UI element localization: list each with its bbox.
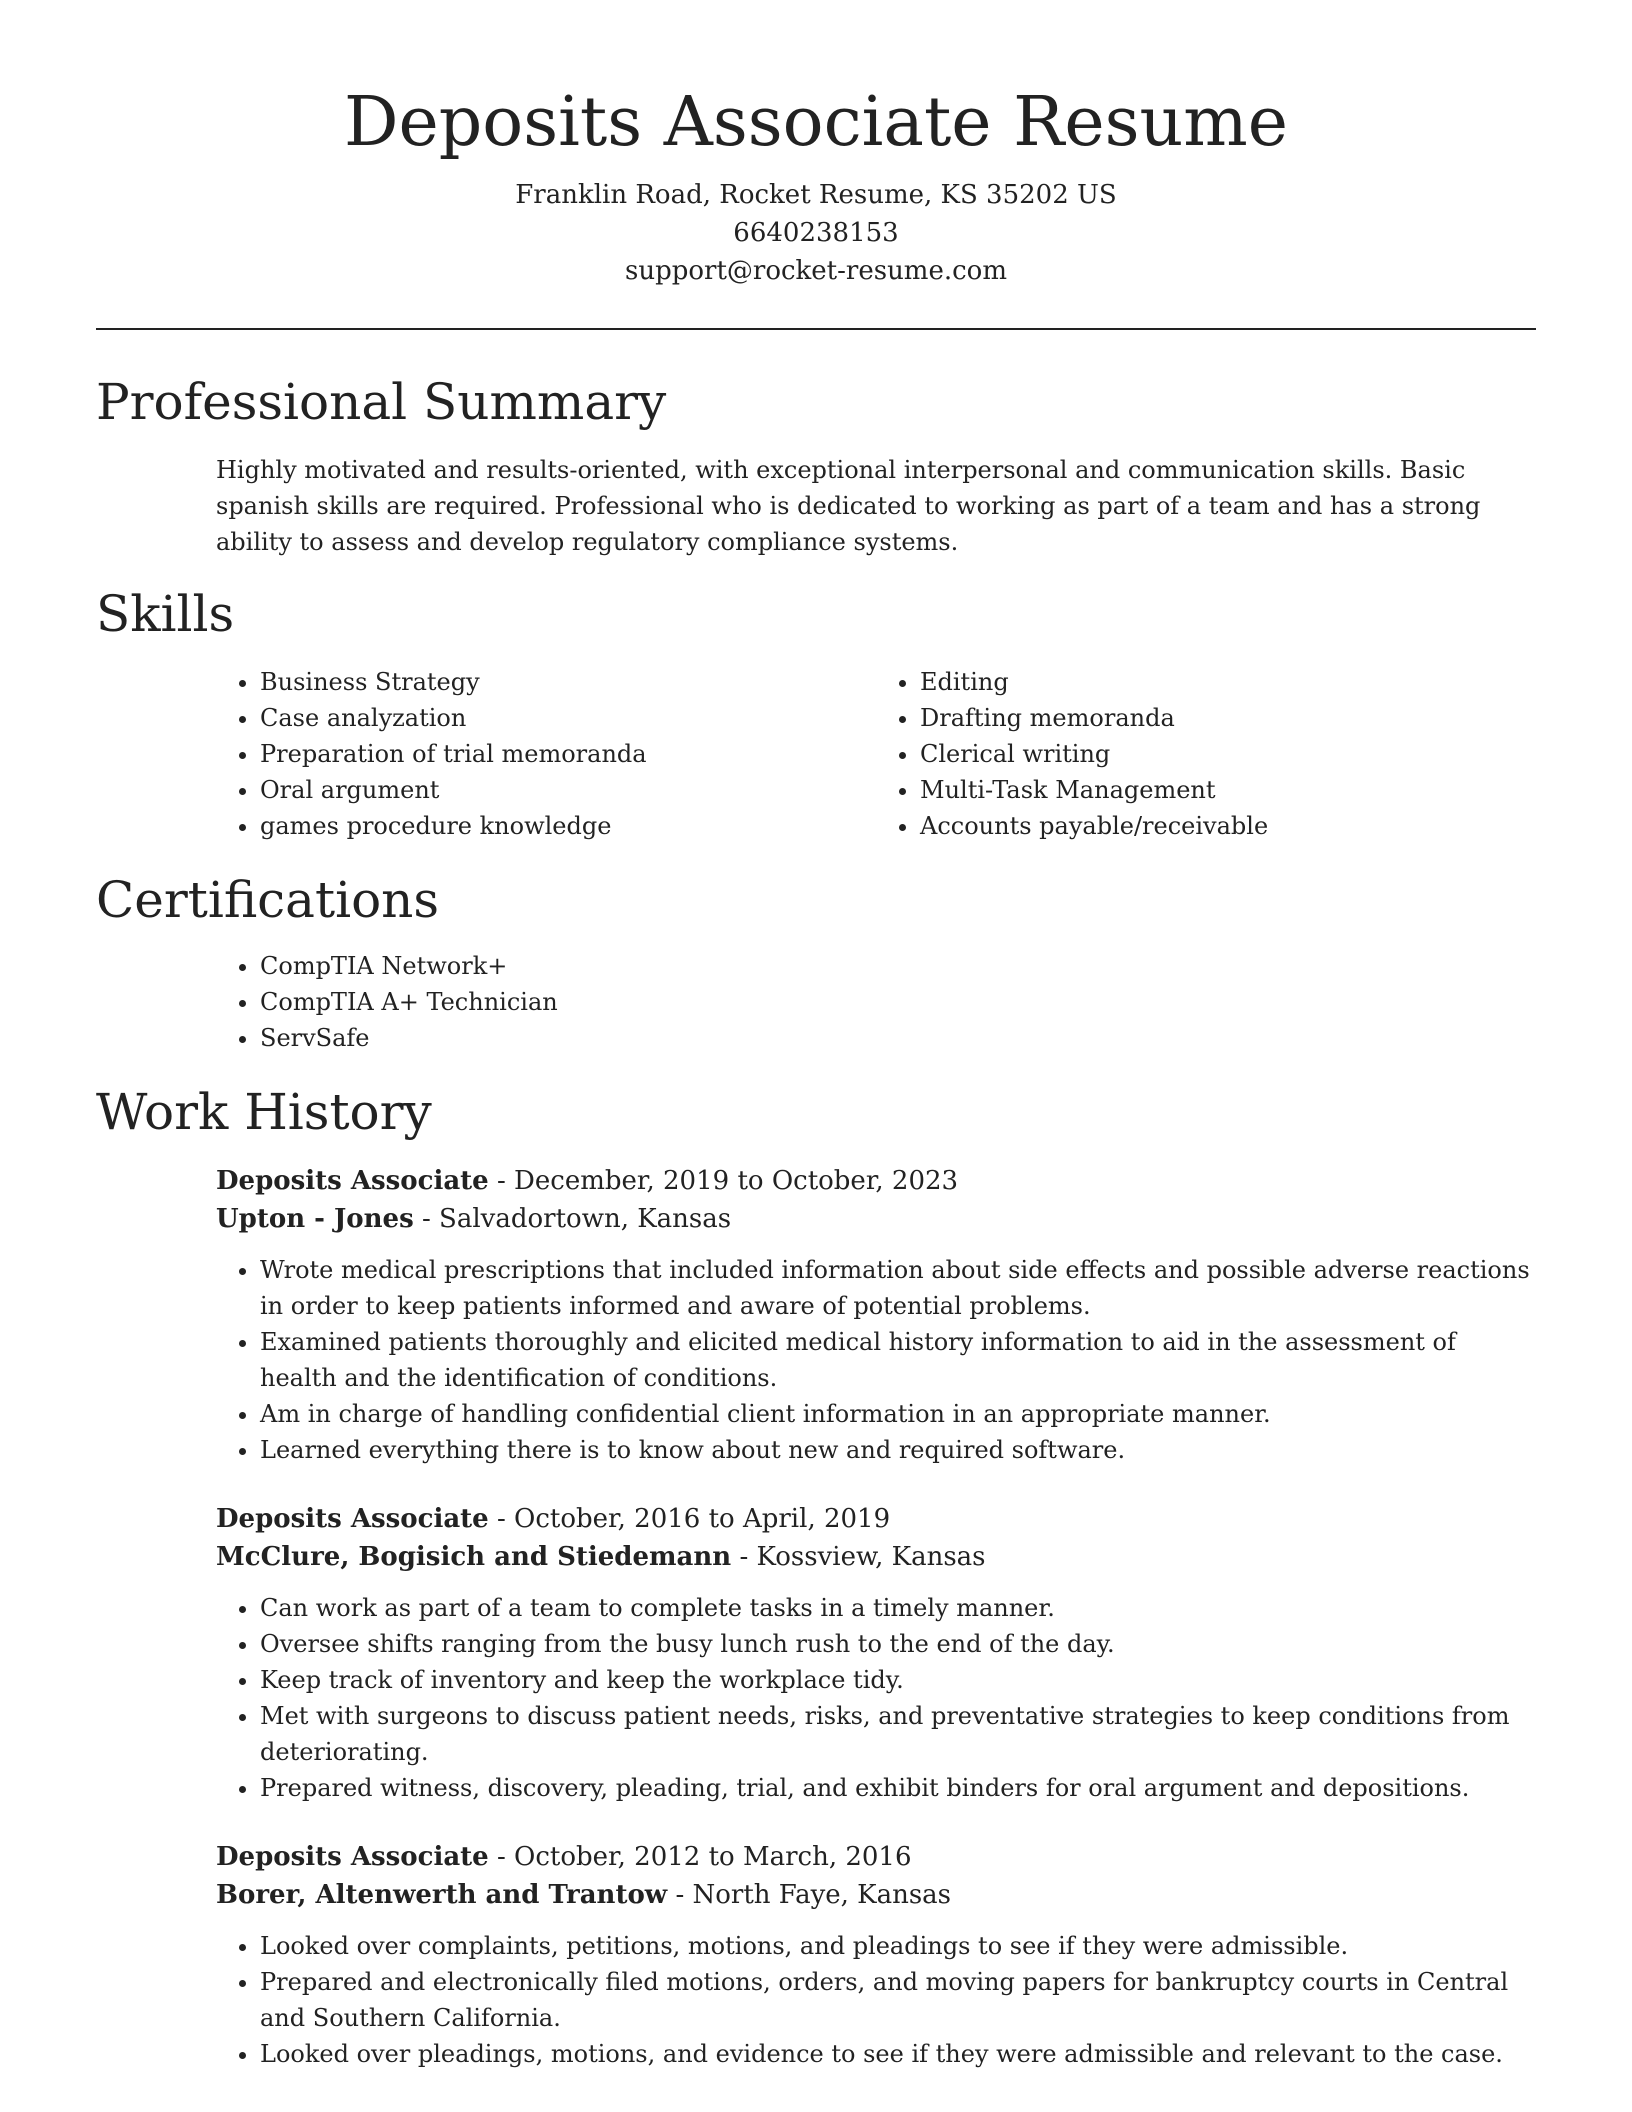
job-role: Deposits Associate [216, 1504, 489, 1535]
skill-item: • Preparation of trial memoranda [260, 736, 876, 772]
job-duties [216, 1252, 1536, 1468]
job-duty: • Examined patients thoroughly and elicited medical history information to aid in the assessment of health and the identification of conditions. [260, 1324, 1536, 1396]
contact-email[interactable]: support@rocket-resume.com [624, 256, 1007, 287]
job-company: Borer, Altenwerth and Trantow [216, 1880, 668, 1911]
job-company-line [216, 1876, 1536, 1914]
job-company: Upton - Jones [216, 1204, 414, 1235]
summary-heading: Professional Summary [96, 373, 667, 432]
certification-item: • CompTIA Network+ [260, 948, 1536, 984]
job-duties [216, 1928, 1536, 2072]
certifications-section [96, 870, 1536, 1056]
skills-list-right [876, 664, 1536, 844]
job-entry [216, 1500, 1536, 1806]
skill-item: • Case analyzation [260, 700, 876, 736]
job-role: Deposits Associate [216, 1842, 489, 1873]
certification-item: • CompTIA A+ Technician [260, 984, 1536, 1020]
contact-info [96, 176, 1536, 290]
header-divider [96, 328, 1536, 330]
skills-section [96, 584, 1536, 844]
job-duty: • Am in charge of handling confidential client information in an appropriate manner. [260, 1396, 1536, 1432]
job-entry [216, 1162, 1536, 1468]
job-company-line [216, 1200, 1536, 1238]
skill-item: • Drafting memoranda [920, 700, 1536, 736]
job-duty: • Learned everything there is to know about new and required software. [260, 1432, 1536, 1468]
summary-text: Highly motivated and results-oriented, with exceptional interpersonal and communication skills. Basic spanish skills are required. Professional who is dedicated to working as part of a team and has a strong ability to assess and develop regulatory compliance systems. [216, 456, 1481, 557]
skills-columns [216, 664, 1536, 844]
job-duties [216, 1590, 1536, 1806]
job-location: - Kossview, Kansas [731, 1542, 986, 1573]
job-duty: • Prepared witness, discovery, pleading, trial, and exhibit binders for oral argument and depositions. [260, 1770, 1536, 1806]
job-dates: - October, 2016 to April, 2019 [488, 1504, 891, 1535]
resume-page [96, 0, 1536, 2072]
skill-item: • Oral argument [260, 772, 876, 808]
job-location: - Salvadortown, Kansas [413, 1204, 732, 1235]
skill-item: • games procedure knowledge [260, 808, 876, 844]
skill-item: • Business Strategy [260, 664, 876, 700]
job-dates: - October, 2012 to March, 2016 [488, 1842, 912, 1873]
job-duty: • Oversee shifts ranging from the busy lunch rush to the end of the day. [260, 1626, 1536, 1662]
certifications-list [216, 948, 1536, 1056]
job-duty: • Met with surgeons to discuss patient needs, risks, and preventative strategies to keep conditions from deteriorating. [260, 1698, 1536, 1770]
skills-heading: Skills [96, 585, 235, 644]
skill-item: • Editing [920, 664, 1536, 700]
job-company-line [216, 1538, 1536, 1576]
skill-item: • Accounts payable/receivable [920, 808, 1536, 844]
resume-title: Deposits Associate Resume [344, 83, 1288, 162]
work-history-heading: Work History [96, 1083, 432, 1142]
work-history-section [96, 1082, 1536, 2072]
skills-list-left [216, 664, 876, 844]
job-location: - North Faye, Kansas [667, 1880, 952, 1911]
job-company: McClure, Bogisich and Stiedemann [216, 1542, 732, 1573]
certifications-heading: Certifications [96, 871, 440, 930]
job-duty: • Wrote medical prescriptions that included information about side effects and possible adverse reactions in order to keep patients informed and aware of potential problems. [260, 1252, 1536, 1324]
job-duty: • Prepared and electronically filed motions, orders, and moving papers for bankruptcy courts in Central and Southern California. [260, 1964, 1536, 2036]
contact-phone: 6640238153 [733, 218, 899, 249]
job-duty: • Looked over complaints, petitions, motions, and pleadings to see if they were admissible. [260, 1928, 1536, 1964]
job-title-line [216, 1838, 1536, 1876]
job-title-line [216, 1162, 1536, 1200]
job-duty: • Looked over pleadings, motions, and evidence to see if they were admissible and relevant to the case. [260, 2036, 1536, 2072]
resume-header [96, 0, 1536, 290]
skill-item: • Clerical writing [920, 736, 1536, 772]
job-duty: • Keep track of inventory and keep the workplace tidy. [260, 1662, 1536, 1698]
certification-item: • ServSafe [260, 1020, 1536, 1056]
job-title-line [216, 1500, 1536, 1538]
contact-address: Franklin Road, Rocket Resume, KS 35202 US [515, 180, 1117, 211]
summary-section [96, 372, 1536, 560]
certifications-list-wrap [216, 948, 1536, 1056]
job-duty: • Can work as part of a team to complete tasks in a timely manner. [260, 1590, 1536, 1626]
job-entry [216, 1838, 1536, 2072]
skill-item: • Multi-Task Management [920, 772, 1536, 808]
job-role: Deposits Associate [216, 1166, 489, 1197]
job-dates: - December, 2019 to October, 2023 [488, 1166, 959, 1197]
